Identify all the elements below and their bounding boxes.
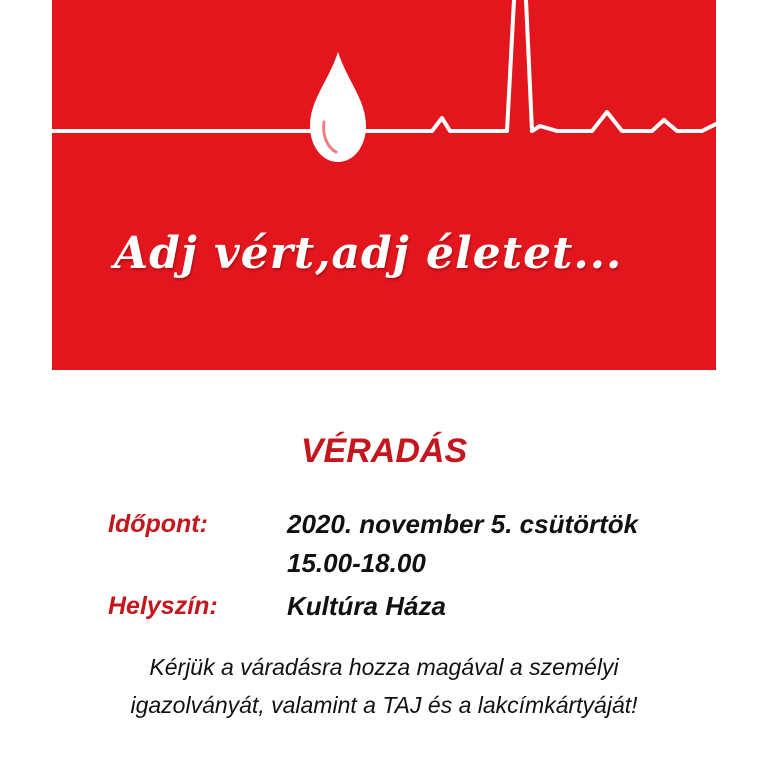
note-line-2: igazolványát, valamint a TAJ és a lakcímkártyáját! <box>130 692 638 718</box>
place-label: Helyszín: <box>108 592 218 620</box>
place-value: Kultúra Háza <box>287 591 446 621</box>
page-title: VÉRADÁS <box>300 432 468 470</box>
date-label: Időpont: <box>108 510 208 538</box>
time-value: 15.00-18.00 <box>287 548 426 578</box>
slogan-text: Adj vért,adj életet... <box>114 228 623 279</box>
instructions-note <box>0 648 768 724</box>
date-value: 2020. november 5. csütörtök <box>287 509 639 539</box>
blood-drop-icon <box>310 52 366 162</box>
note-line-1: Kérjük a váradásra hozza magával a személyi <box>149 654 619 680</box>
heartbeat-line-icon <box>52 0 716 131</box>
red-banner <box>52 0 716 370</box>
